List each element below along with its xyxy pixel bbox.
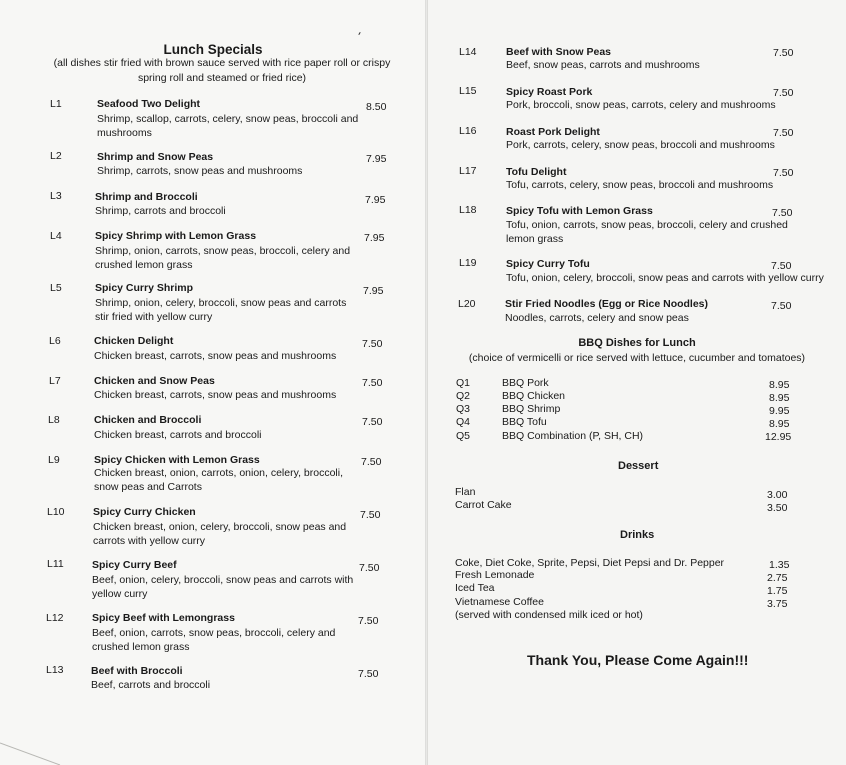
menu-item-name: Iced Tea [455,582,495,594]
menu-item-desc: Chicken breast, carrots, snow peas and mushrooms [94,350,337,362]
menu-item-code: L20 [458,298,476,310]
menu-item-desc: Chicken breast, onion, celery, broccoli, snow peas and carrots with yellow curry [93,521,347,547]
menu-item-price: 7.95 [366,153,387,165]
drinks-title: Drinks [620,529,655,541]
lunch-note: (all dishes stir fried with brown sauce served with rice paper roll or crispy spring roll and steamed or fried rice) [53,57,391,84]
menu-item-name: Shrimp and Broccoli [95,191,198,203]
menu-item-name: Seafood Two Delight [97,98,201,110]
menu-item-name: Spicy Chicken with Lemon Grass [94,454,260,466]
menu-item-code: L9 [48,454,60,466]
menu-item-desc: Chicken breast, onion, carrots, onion, celery, broccoli, snow peas and Carrots [94,467,344,493]
menu-item-price: 7.50 [361,456,382,468]
menu-item-name: Flan [455,486,476,498]
menu-item-price: 9.95 [769,405,790,417]
menu-item-name: BBQ Pork [502,377,549,389]
menu-item-name: BBQ Tofu [502,416,547,428]
menu-item-code: L16 [459,125,477,137]
menu-item-name: Beef with Broccoli [91,665,183,677]
menu-item-name: Shrimp and Snow Peas [97,151,214,163]
menu-item-price: 3.50 [767,502,788,514]
menu-item-name: Beef with Snow Peas [506,46,612,58]
menu-item-price: 7.50 [359,562,380,574]
menu-item-name: Vietnamese Coffee [455,596,544,608]
menu-item-code: Q2 [456,390,471,402]
menu-item-price: 2.75 [767,572,788,584]
menu-item-price: 1.75 [767,585,788,597]
menu-item-price: 7.95 [364,232,385,244]
menu-item-price: 12.95 [765,431,792,443]
menu-item-price: 3.75 [767,598,788,610]
menu-item-price: 7.50 [773,127,794,139]
menu-item-name: Fresh Lemonade [455,569,535,581]
menu-item-price: 8.95 [769,418,790,430]
menu-item-price: 7.50 [771,300,792,312]
menu-item-code: L3 [50,190,62,202]
menu-item-code: L1 [50,98,62,110]
menu-item-price: 7.50 [358,668,379,680]
menu-item-price: 7.50 [358,615,379,627]
menu-item-desc: Noodles, carrots, celery and snow peas [505,312,689,324]
menu-item-code: Q5 [456,430,471,442]
menu-item-price: 7.50 [362,338,383,350]
bbq-title: BBQ Dishes for Lunch [578,337,696,349]
menu-item-name: BBQ Chicken [502,390,566,402]
menu-item-desc: Pork, carrots, celery, snow peas, broccoli and mushrooms [506,139,775,151]
menu-item-code: L10 [47,506,65,518]
menu-item-desc: Chicken breast, carrots and broccoli [94,429,262,441]
menu-item-code: L7 [49,375,61,387]
menu-item-name: Chicken and Snow Peas [94,375,215,387]
menu-item-price: 7.95 [365,194,386,206]
menu-item-desc: Shrimp, onion, carrots, snow peas, broccoli, celery and crushed lemon grass [95,245,351,271]
menu-item-name: Stir Fried Noodles (Egg or Rice Noodles) [505,298,709,310]
menu-item-name: Spicy Curry Chicken [93,506,196,518]
lunch-title: Lunch Specials [163,42,263,57]
menu-item-price: 7.50 [362,377,383,389]
menu-item-code: L2 [50,150,62,162]
menu-item-code: L6 [49,335,61,347]
menu-item-desc: Beef, snow peas, carrots and mushrooms [506,59,700,71]
bbq-note: (choice of vermicelli or rice served with lettuce, cucumber and tomatoes) [468,352,806,364]
menu-item-name: BBQ Combination (P, SH, CH) [502,430,644,442]
menu-item-name: Carrot Cake [455,499,512,511]
menu-item-name: Spicy Shrimp with Lemon Grass [95,230,257,242]
menu-item-desc: Shrimp, scallop, carrots, celery, snow peas, broccoli and mushrooms [97,113,359,139]
menu-item-code: L15 [459,85,477,97]
menu-item-name: Spicy Roast Pork [506,86,593,98]
menu-item-desc: Tofu, onion, celery, broccoli, snow peas and carrots with yellow curry [506,272,824,284]
menu-item-code: L11 [47,558,64,570]
menu-item-name: Chicken and Broccoli [94,414,202,426]
menu-item-desc: Beef, onion, carrots, snow peas, broccoli, celery and crushed lemon grass [92,627,336,653]
closing-message: Thank You, Please Come Again!!! [527,652,749,668]
menu-item-price: 8.95 [769,392,790,404]
menu-item-name: Spicy Beef with Lemongrass [92,612,235,624]
menu-item-name: Chicken Delight [94,335,174,347]
menu-item-code: L14 [459,46,477,58]
menu-item-name: BBQ Shrimp [502,403,561,415]
page-curl [0,735,70,765]
menu-item-price: 7.50 [362,416,383,428]
menu-item-desc: Chicken breast, carrots, snow peas and mushrooms [94,389,337,401]
menu-item-code: Q3 [456,403,471,415]
menu-item-desc: Beef, carrots and broccoli [91,679,211,691]
menu-item-code: Q4 [456,416,471,428]
menu-item-name: Spicy Curry Shrimp [95,282,194,294]
menu-item-price: 7.50 [771,260,792,272]
menu-item-code: L5 [50,282,62,294]
menu-item-code: L18 [459,204,477,216]
dessert-title: Dessert [618,460,659,472]
menu-item-desc: Beef, onion, celery, broccoli, snow peas and carrots with yellow curry [92,574,354,600]
menu-item-desc: Shrimp, carrots, snow peas and mushrooms [97,165,303,177]
menu-item-price: 1.35 [769,559,790,571]
menu-item-name: Coke, Diet Coke, Sprite, Pepsi, Diet Pepsi and Dr. Pepper [455,557,725,569]
menu-item-price: 3.00 [767,489,788,501]
menu-item-name: Spicy Curry Beef [92,559,177,571]
menu-item-price: 7.50 [773,167,794,179]
menu-item-desc: Tofu, carrots, celery, snow peas, broccoli and mushrooms [506,179,774,191]
menu-item-price: 7.50 [360,509,381,521]
menu-item-desc: Shrimp, onion, celery, broccoli, snow peas and carrots stir fried with yellow curry [95,297,347,323]
menu-item-name: Tofu Delight [506,166,567,178]
menu-item-code: L12 [46,612,64,624]
menu-item-price: 7.95 [363,285,384,297]
menu-item-name: Spicy Tofu with Lemon Grass [506,205,653,217]
menu-item-desc: Shrimp, carrots and broccoli [95,205,226,217]
menu-item-price: 8.95 [769,379,790,391]
menu-item-name: Spicy Curry Tofu [506,258,590,270]
menu-item-desc: Pork, broccoli, snow peas, carrots, celery and mushrooms [506,99,776,111]
right-page [428,0,846,765]
menu-item-name: Roast Pork Delight [506,126,600,138]
menu-item-price: 8.50 [366,101,387,113]
menu-item-price: 7.50 [772,207,793,219]
menu-item-code: L19 [459,257,477,269]
menu-item-code: L8 [48,414,60,426]
menu-item-code: L13 [46,664,64,676]
menu-item-code: L4 [50,230,62,242]
menu-item-code: L17 [459,165,477,177]
menu-item-code: Q1 [456,377,471,389]
coffee-note: (served with condensed milk iced or hot) [455,609,643,621]
menu-item-price: 7.50 [773,47,794,59]
menu-item-desc: Tofu, onion, carrots, snow peas, broccoli, celery and crushed lemon grass [506,219,788,245]
menu-item-price: 7.50 [773,87,794,99]
